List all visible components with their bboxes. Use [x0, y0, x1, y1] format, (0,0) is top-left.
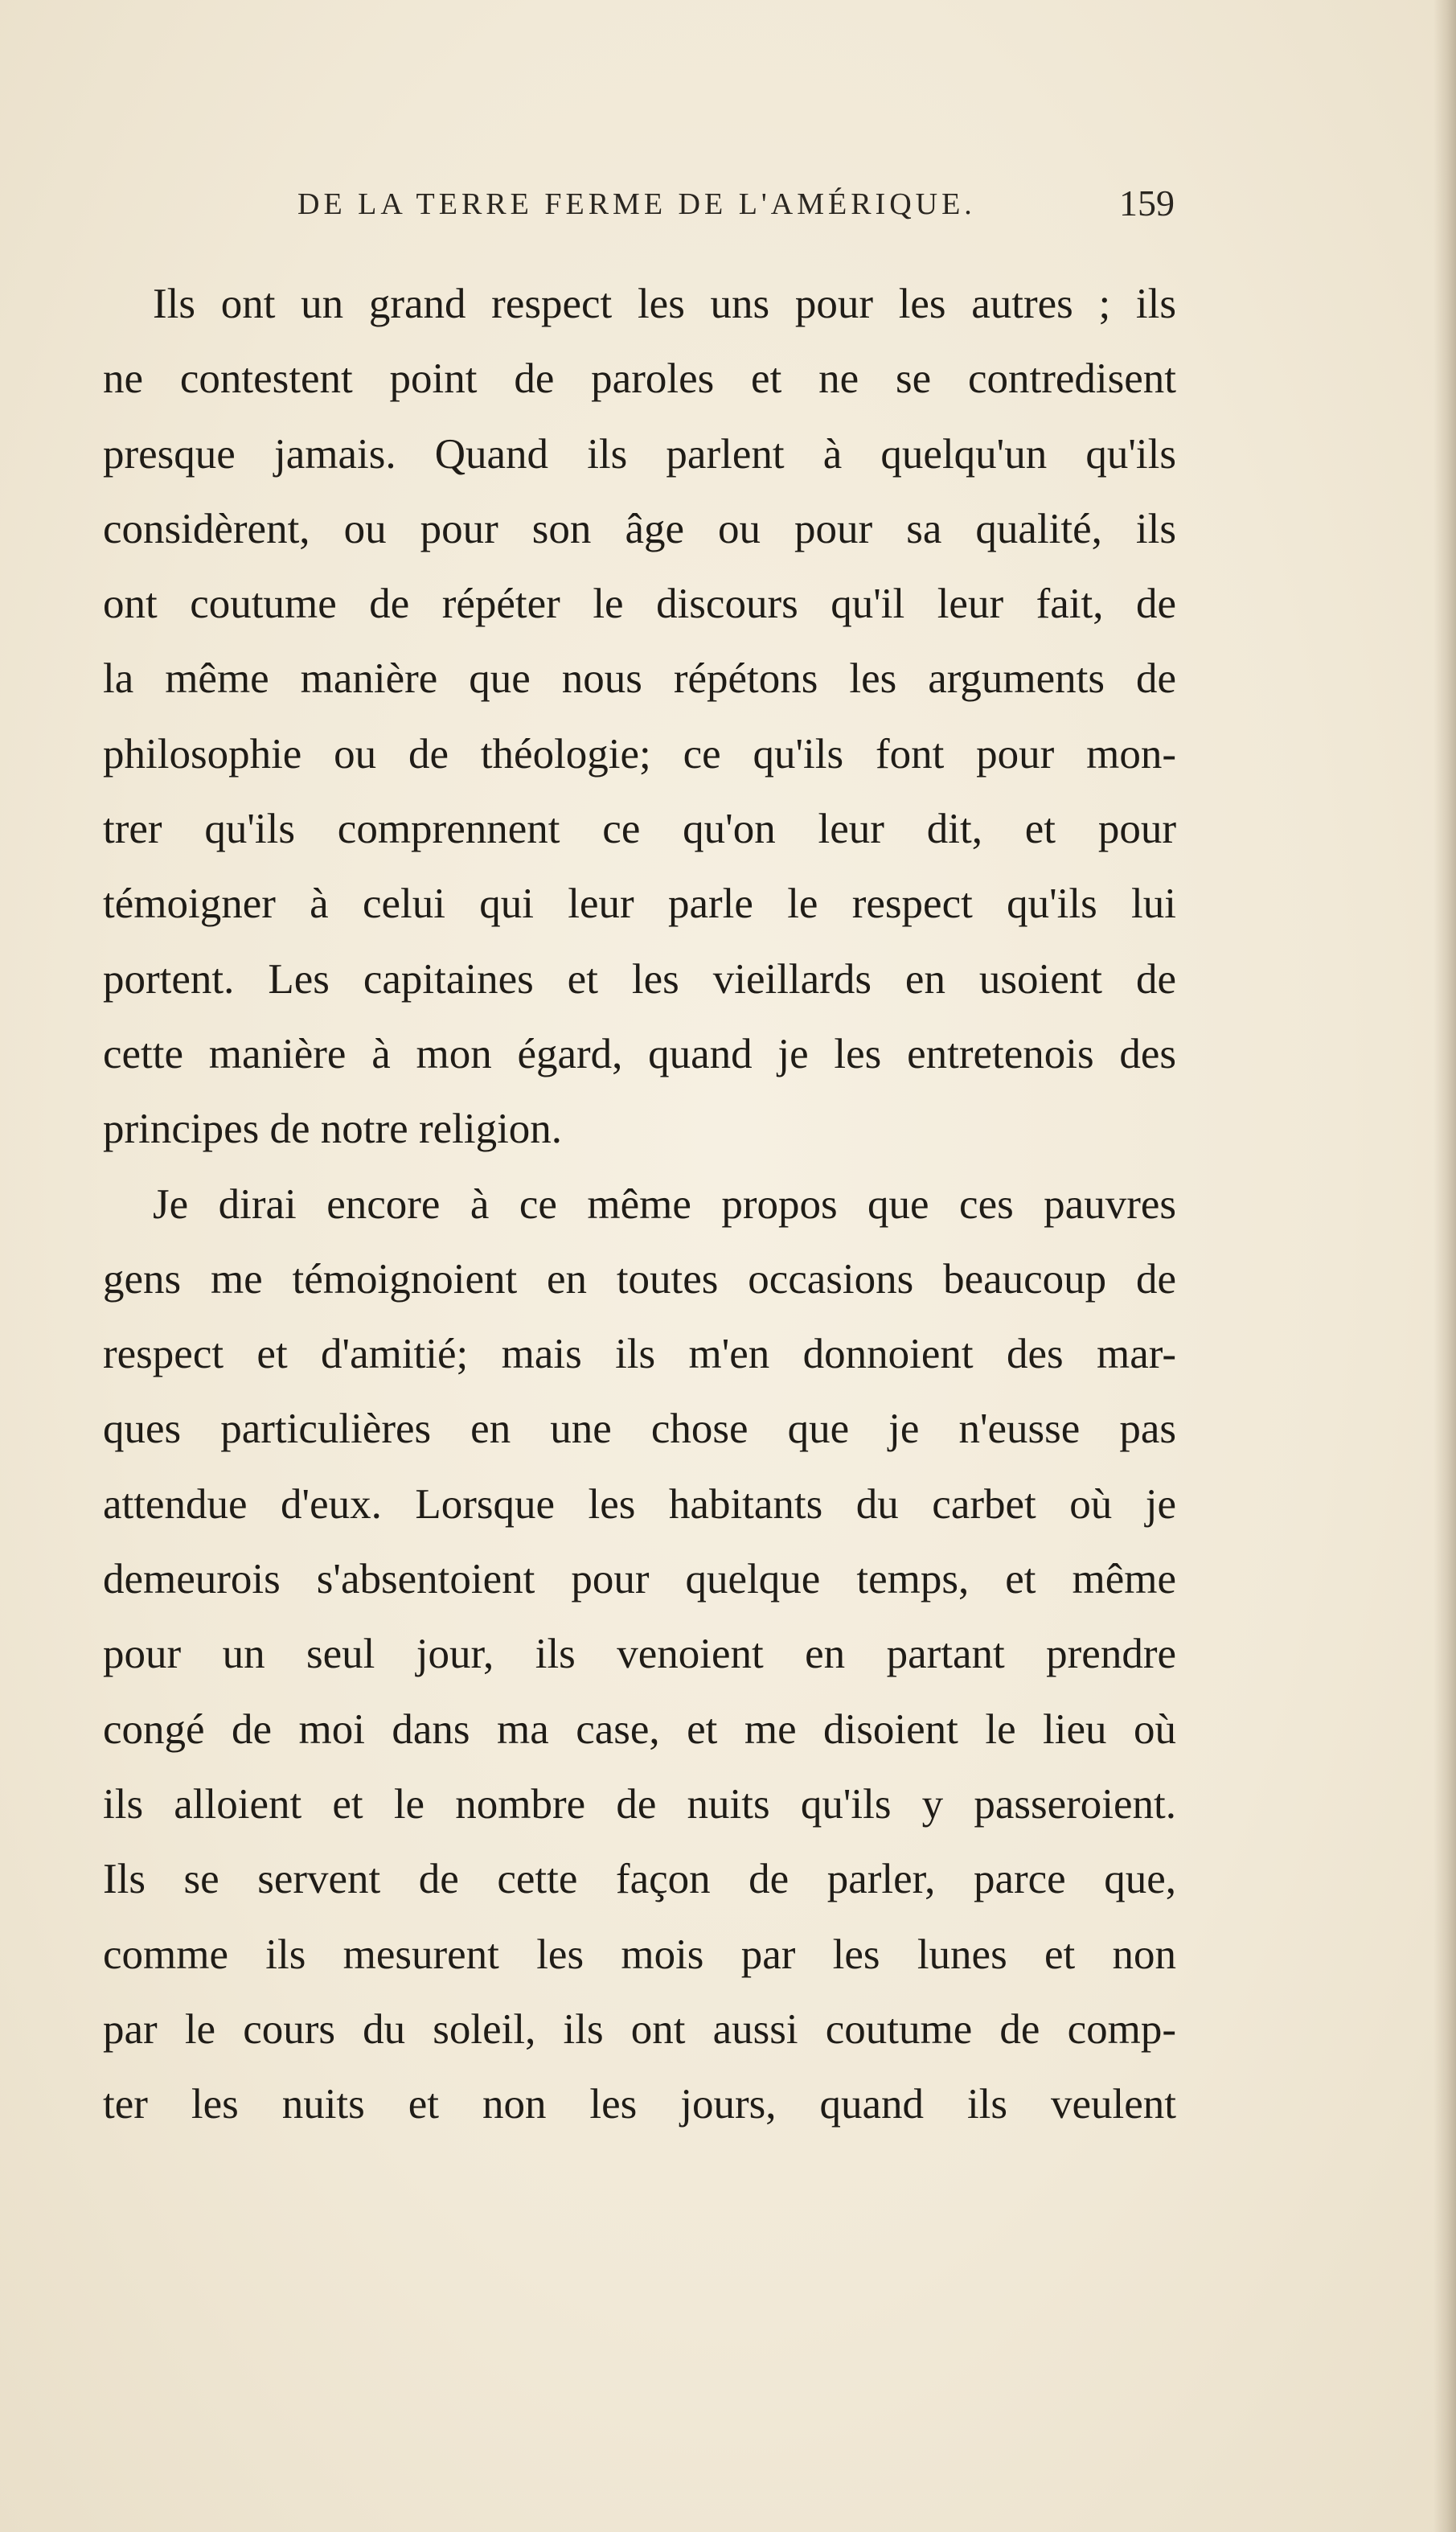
text-line: trer qu'ils comprennent ce qu'on leur dit, et pour	[103, 806, 1176, 853]
page-number: 159	[1119, 183, 1175, 224]
text-line: ils alloient et le nombre de nuits qu'ils y passeroient.	[103, 1780, 1176, 1828]
text-line: principes de notre religion.	[103, 1106, 563, 1153]
body-text	[103, 267, 1176, 2142]
text-line: par le cours du soleil, ils ont aussi coutume de comp-	[103, 2005, 1176, 2053]
text-line: congé de moi dans ma case, et me disoient le lieu où	[103, 1705, 1176, 1753]
text-line: presque jamais. Quand ils parlent à quelqu'un qu'ils	[103, 430, 1176, 478]
text-line: Ils ont un grand respect les uns pour les autres ; ils	[153, 281, 1176, 327]
text-line: portent. Les capitaines et les vieillards en usoient de	[103, 955, 1176, 1003]
text-line: ques particulières en une chose que je n'eusse pas	[103, 1406, 1176, 1453]
text-line: Ils se servent de cette façon de parler, parce que,	[103, 1856, 1176, 1903]
text-line: témoigner à celui qui leur parle le respect qu'ils lui	[103, 880, 1176, 928]
text-line: la même manière que nous répétons les arguments de	[103, 655, 1176, 703]
text-line: cette manière à mon égard, quand je les entretenois des	[103, 1030, 1176, 1077]
text-line: comme ils mesurent les mois par les lunes et non	[103, 1931, 1176, 1978]
text-line: ont coutume de répéter le discours qu'il leur fait, de	[103, 581, 1176, 628]
text-line: respect et d'amitié; mais ils m'en donnoient des mar-	[103, 1331, 1176, 1378]
running-head: DE LA TERRE FERME DE L'AMÉRIQUE.	[297, 187, 976, 221]
text-line: Je dirai encore à ce même propos que ces pauvres	[153, 1180, 1176, 1228]
text-line: pour un seul jour, ils venoient en partant prendre	[103, 1631, 1176, 1678]
text-line: attendue d'eux. Lorsque les habitants du carbet où je	[103, 1480, 1176, 1528]
text-line: gens me témoignoient en toutes occasions beaucoup de	[103, 1255, 1176, 1303]
text-line: considèrent, ou pour son âge ou pour sa qualité, ils	[103, 505, 1176, 552]
text-line: demeurois s'absentoient pour quelque temps, et même	[103, 1556, 1176, 1603]
text-line: philosophie ou de théologie; ce qu'ils font pour mon-	[103, 730, 1176, 778]
text-line: ne contestent point de paroles et ne se contredisent	[103, 355, 1176, 403]
text-line: ter les nuits et non les jours, quand ils veulent	[103, 2081, 1176, 2128]
page-edge-shadow	[1433, 0, 1456, 2532]
